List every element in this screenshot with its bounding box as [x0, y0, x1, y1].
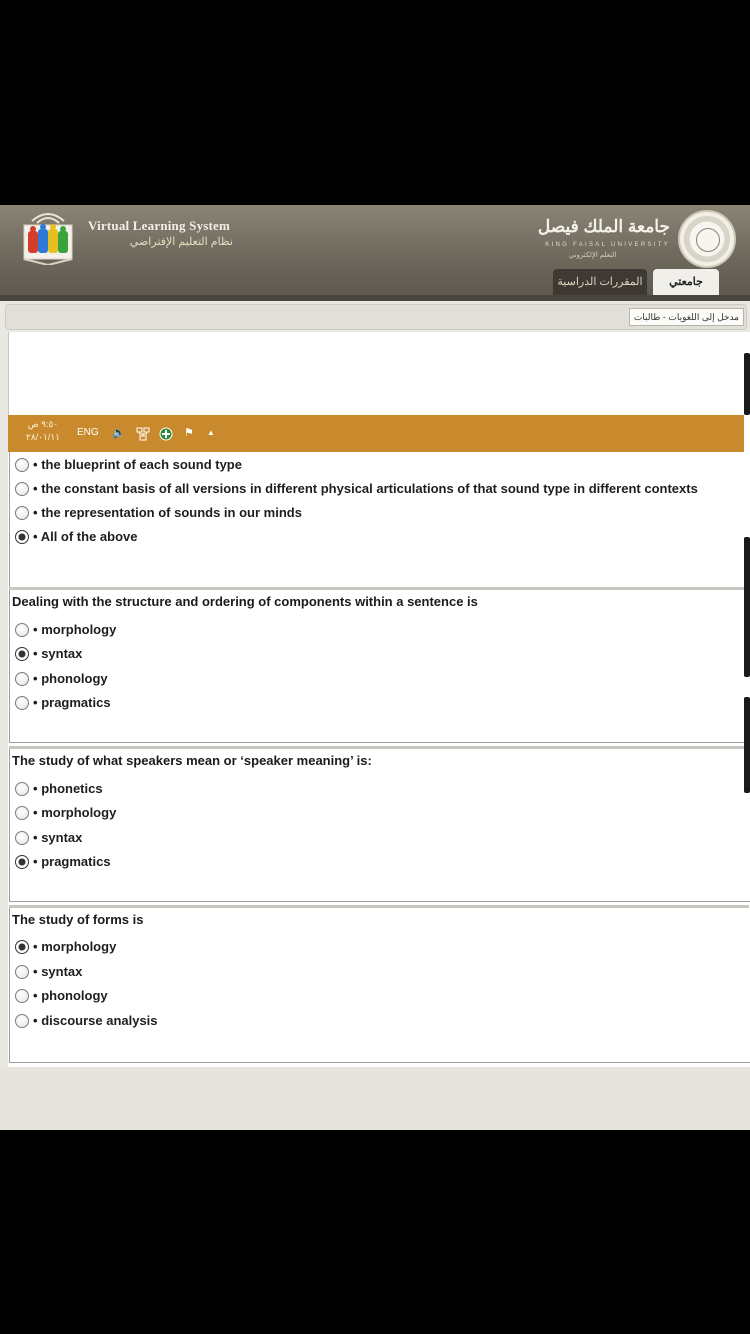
- scrollbar-thumb[interactable]: [744, 697, 750, 793]
- browser-viewport: [0, 205, 750, 1130]
- vls-title: Virtual Learning System: [88, 218, 231, 233]
- answer-text: phonology: [41, 671, 108, 686]
- answer-option[interactable]: [15, 853, 745, 873]
- answer-option[interactable]: [15, 480, 745, 500]
- cross-icon[interactable]: [159, 427, 173, 441]
- answer-option[interactable]: [15, 829, 745, 849]
- answer-option-label: [33, 529, 138, 544]
- breadcrumb-bar: [5, 304, 747, 330]
- bullet-icon: •: [33, 622, 38, 637]
- bullet-icon: •: [33, 481, 38, 496]
- content-blank-area: [8, 332, 750, 415]
- university-name-english: KING FAISAL UNIVERSITY: [545, 242, 670, 248]
- radio-button-selected[interactable]: [15, 940, 29, 954]
- answer-option[interactable]: [15, 456, 745, 476]
- bullet-icon: •: [33, 830, 38, 845]
- answer-option-label: [33, 646, 82, 661]
- question-text: Dealing with the structure and ordering of components within a sentence is: [12, 594, 478, 609]
- answer-option[interactable]: [15, 670, 745, 690]
- answer-option[interactable]: [15, 504, 745, 524]
- answer-option[interactable]: [15, 528, 745, 548]
- answer-option-label: [33, 781, 103, 796]
- question-block: [9, 452, 750, 588]
- flag-icon[interactable]: ⚑: [184, 427, 194, 439]
- answer-text: pragmatics: [41, 695, 111, 710]
- answer-text: discourse analysis: [41, 1013, 158, 1028]
- answer-option-label: [33, 805, 116, 820]
- question-text: The study of what speakers mean or ‘speaker meaning’ is:: [12, 753, 372, 768]
- answer-text: morphology: [41, 939, 117, 954]
- radio-button[interactable]: [15, 989, 29, 1003]
- header-divider: [0, 295, 750, 301]
- bullet-icon: •: [33, 505, 38, 520]
- breadcrumb[interactable]: مدخل إلى اللغويات - طالبات: [629, 308, 744, 326]
- mobile-status-toolbar: [8, 415, 744, 452]
- answer-option-label: [33, 622, 116, 637]
- toolbar-clock: [26, 418, 60, 444]
- answer-text: syntax: [41, 964, 83, 979]
- answer-option[interactable]: [15, 987, 745, 1007]
- vls-logo-icon: [18, 209, 78, 265]
- question-block: [9, 908, 750, 1063]
- bullet-icon: •: [33, 1013, 38, 1028]
- radio-button[interactable]: [15, 672, 29, 686]
- radio-button[interactable]: [15, 623, 29, 637]
- vls-subtitle: نظام التعليم الإفتراضي: [129, 236, 233, 248]
- answer-text: phonetics: [41, 781, 103, 796]
- question-text: The study of forms is: [12, 912, 144, 927]
- scrollbar-thumb[interactable]: [744, 537, 750, 677]
- bullet-icon: •: [33, 781, 38, 796]
- answer-text: morphology: [41, 622, 117, 637]
- bullet-icon: •: [33, 964, 38, 979]
- speaker-icon[interactable]: 🔈: [112, 427, 126, 439]
- answer-text: the constant basis of all versions in different physical articulations of that sound type in different contexts: [41, 481, 698, 496]
- answer-text: syntax: [41, 646, 83, 661]
- answer-text: phonology: [41, 988, 108, 1003]
- answer-option-label: [33, 939, 116, 954]
- answer-option-label: [33, 830, 82, 845]
- tab-my-university[interactable]: جامعتي: [653, 269, 719, 295]
- tab-courses[interactable]: المقررات الدراسية: [553, 269, 647, 295]
- answer-option[interactable]: [15, 963, 745, 983]
- answer-text: All of the above: [40, 529, 138, 544]
- radio-button[interactable]: [15, 1014, 29, 1028]
- radio-button[interactable]: [15, 831, 29, 845]
- toolbar-date: ٢٨/٠١/١١: [26, 432, 61, 442]
- answer-text: the representation of sounds in our minds: [41, 505, 302, 520]
- elearning-label: التعلم الإلكتروني: [568, 252, 617, 259]
- hierarchy-icon[interactable]: [136, 427, 150, 441]
- toolbar-time: ٩:٥٠ ص: [27, 419, 59, 429]
- answer-option-label: [33, 481, 698, 496]
- bullet-icon: •: [33, 988, 38, 1003]
- radio-button[interactable]: [15, 782, 29, 796]
- answer-option-label: [33, 695, 111, 710]
- radio-button-selected[interactable]: [15, 530, 29, 544]
- language-indicator[interactable]: ENG: [77, 427, 99, 438]
- answer-option-label: [33, 988, 108, 1003]
- radio-button[interactable]: [15, 965, 29, 979]
- radio-button[interactable]: [15, 506, 29, 520]
- answer-option-label: [33, 854, 111, 869]
- answer-option[interactable]: [15, 804, 745, 824]
- bullet-icon: •: [33, 646, 38, 661]
- radio-button-selected[interactable]: [15, 647, 29, 661]
- question-block: [9, 590, 750, 743]
- answer-option-label: [33, 1013, 158, 1028]
- page-footer-area: [0, 1067, 750, 1130]
- bullet-icon: •: [33, 671, 38, 686]
- answer-option-label: [33, 671, 108, 686]
- bullet-icon: •: [33, 805, 38, 820]
- site-header: [0, 205, 750, 295]
- bullet-icon: •: [33, 854, 38, 869]
- bullet-icon: •: [33, 529, 38, 544]
- answer-option-label: [33, 964, 82, 979]
- bullet-icon: •: [33, 457, 38, 472]
- bullet-icon: •: [33, 695, 38, 710]
- answer-option-label: [33, 505, 302, 520]
- answer-option-label: [33, 457, 242, 472]
- answer-option[interactable]: [15, 621, 745, 641]
- radio-button[interactable]: [15, 696, 29, 710]
- answer-text: morphology: [41, 805, 117, 820]
- scrollbar-thumb[interactable]: [744, 353, 750, 415]
- answer-option[interactable]: [15, 694, 745, 714]
- caret-up-icon[interactable]: ▲: [207, 428, 215, 437]
- answer-text: the blueprint of each sound type: [41, 457, 242, 472]
- university-name-arabic: جامعة الملك فيصل: [537, 217, 670, 236]
- radio-button[interactable]: [15, 806, 29, 820]
- exam-content: [8, 332, 750, 1067]
- answer-option[interactable]: [15, 1012, 745, 1032]
- answer-option[interactable]: [15, 645, 745, 665]
- radio-button-selected[interactable]: [15, 855, 29, 869]
- bullet-icon: •: [33, 939, 38, 954]
- university-seal-icon: [678, 210, 736, 268]
- answer-text: syntax: [41, 830, 83, 845]
- radio-button[interactable]: [15, 482, 29, 496]
- answer-option[interactable]: [15, 780, 745, 800]
- answer-option[interactable]: [15, 938, 745, 958]
- radio-button[interactable]: [15, 458, 29, 472]
- question-block: [9, 749, 750, 902]
- answer-text: pragmatics: [41, 854, 111, 869]
